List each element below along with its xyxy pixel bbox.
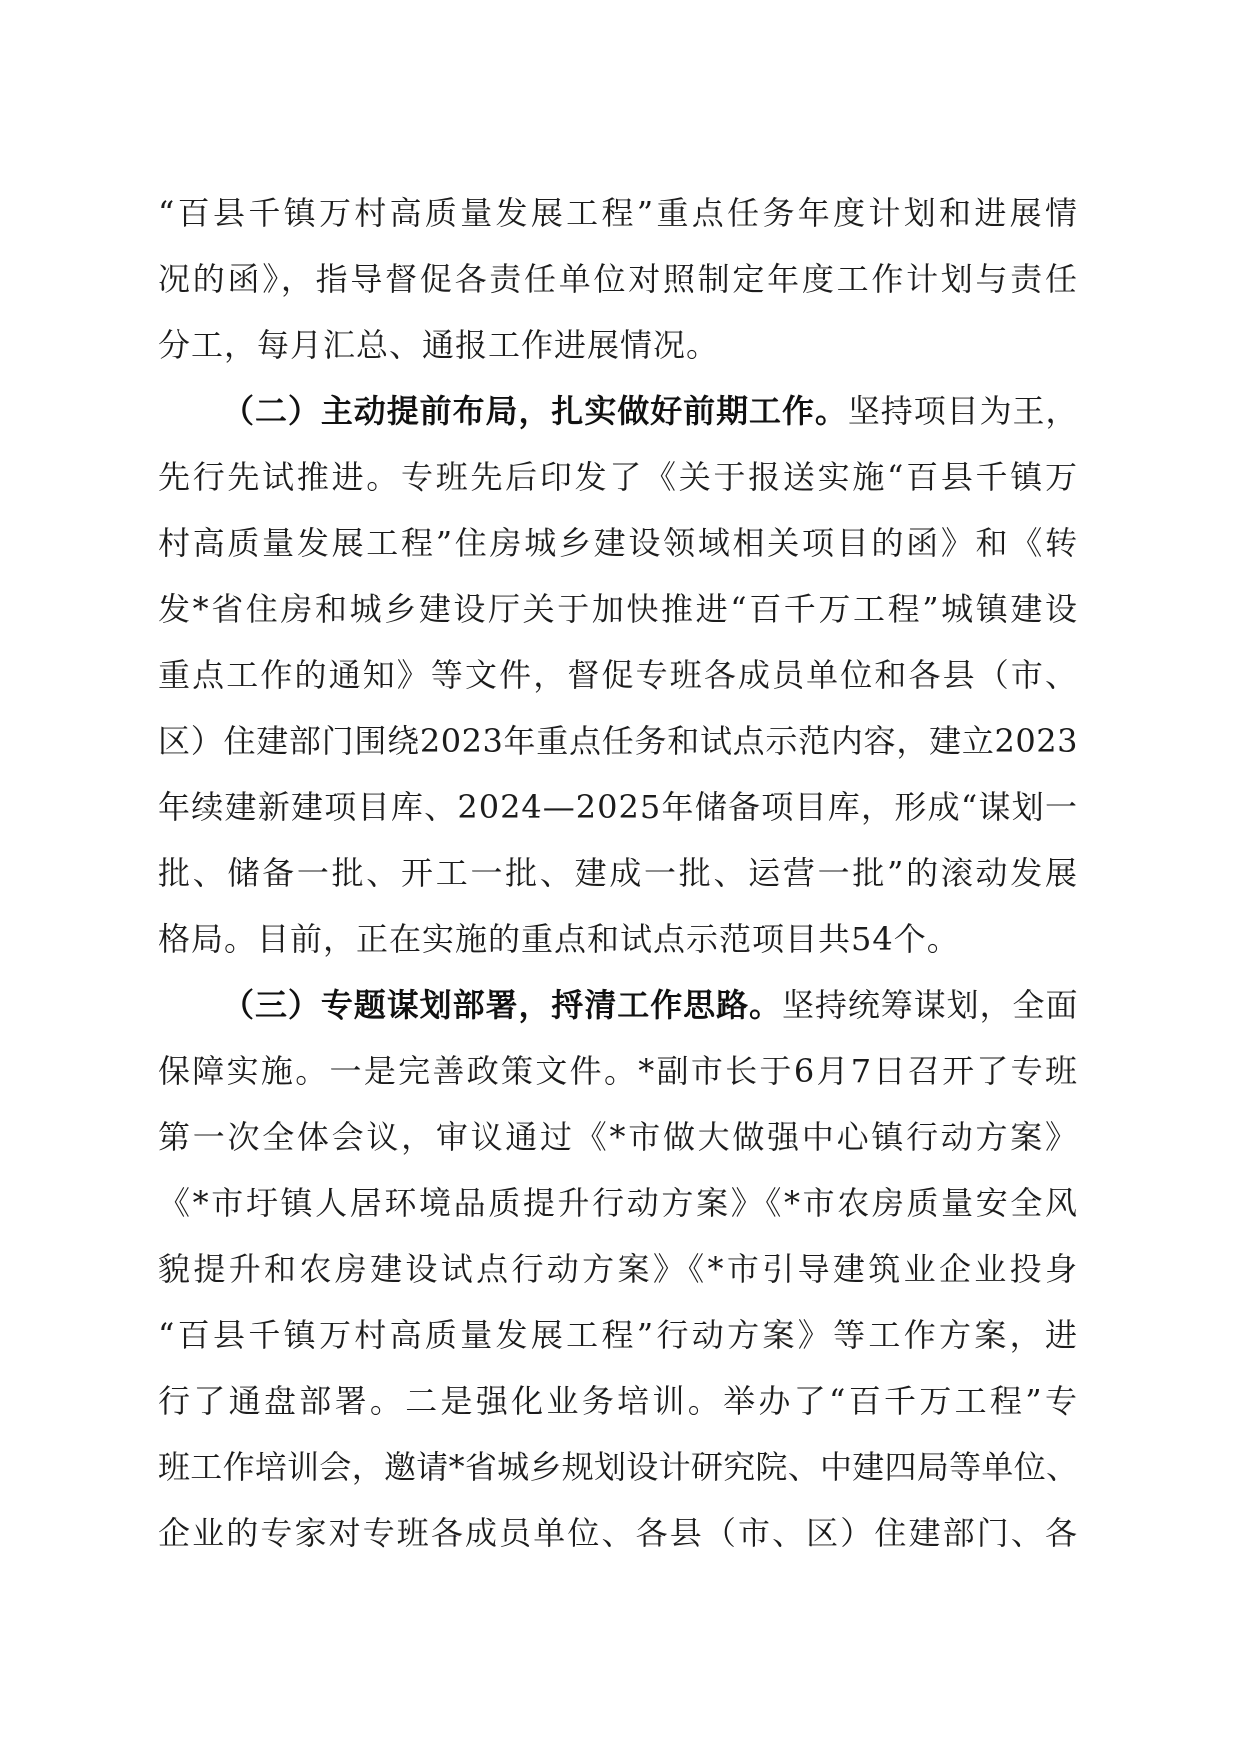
paragraph-line: 村高质量发展工程”住房城乡建设领域相关项目的函》和《转 (158, 524, 1078, 562)
paragraph-line: 貌提升和农房建设试点行动方案》《*市引导建筑业企业投身 (158, 1250, 1078, 1288)
section-2-lead: 坚持项目为王， (847, 392, 1078, 430)
paragraph-line: “百县千镇万村高质量发展工程”行动方案》等工作方案，进 (158, 1316, 1078, 1354)
section-3-lead: 坚持统筹谋划，全面 (781, 986, 1078, 1024)
section-2-heading: （二）主动提前布局，扎实做好前期工作。 (222, 392, 848, 430)
paragraph-line: 区）住建部门围绕2023年重点任务和试点示范内容，建立2023 (158, 722, 1078, 760)
section-3-first-line (222, 972, 1078, 1038)
paragraph-line: 保障实施。一是完善政策文件。*副市长于6月7日召开了专班 (158, 1052, 1078, 1090)
paragraph-line: 《*市圩镇人居环境品质提升行动方案》《*市农房质量安全风 (158, 1184, 1078, 1222)
paragraph-line: 况的函》，指导督促各责任单位对照制定年度工作计划与责任 (158, 260, 1078, 298)
paragraph-line: 行了通盘部署。二是强化业务培训。举办了“百千万工程”专 (158, 1382, 1078, 1420)
paragraph-line: 年续建新建项目库、2024—2025年储备项目库，形成“谋划一 (158, 788, 1078, 826)
paragraph-line: 重点工作的通知》等文件，督促专班各成员单位和各县（市、 (158, 656, 1078, 694)
paragraph-line: 第一次全体会议，审议通过《*市做大做强中心镇行动方案》 (158, 1118, 1078, 1156)
paragraph-line: 批、储备一批、开工一批、建成一批、运营一批”的滚动发展 (158, 854, 1078, 892)
section-2-first-line (222, 378, 1078, 444)
paragraph-line: 先行先试推进。专班先后印发了《关于报送实施“百县千镇万 (158, 458, 1078, 496)
paragraph-line: “百县千镇万村高质量发展工程”重点任务年度计划和进展情 (158, 194, 1078, 232)
paragraph-line: 企业的专家对专班各成员单位、各县（市、区）住建部门、各 (158, 1514, 1078, 1552)
section-3-heading: （三）专题谋划部署，捋清工作思路。 (222, 986, 782, 1024)
paragraph-line: 分工，每月汇总、通报工作进展情况。 (158, 326, 720, 364)
paragraph-line: 发*省住房和城乡建设厅关于加快推进“百千万工程”城镇建设 (158, 590, 1078, 628)
paragraph-line: 格局。目前，正在实施的重点和试点示范项目共54个。 (158, 920, 960, 958)
paragraph-line: 班工作培训会，邀请*省城乡规划设计研究院、中建四局等单位、 (158, 1448, 1078, 1486)
